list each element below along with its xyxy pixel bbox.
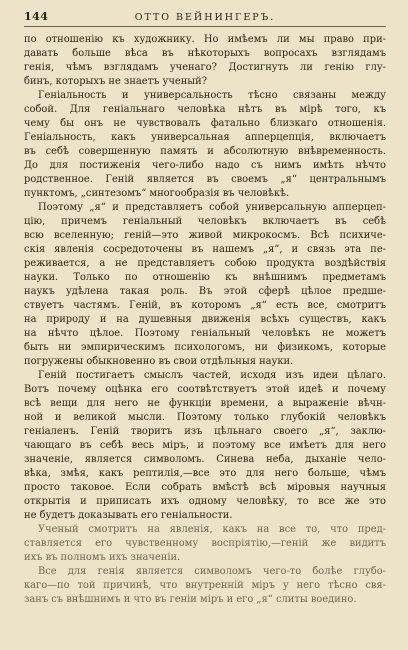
page-number: 144 (24, 10, 49, 23)
text-line: быть ни эмпирическимъ психологомъ, ни физикомъ, которые (24, 342, 386, 353)
text-line: не будетъ доказывать его геніальности. (24, 510, 233, 521)
text-line: Все для генія является символомъ чего-то болѣе глубо- (38, 566, 386, 577)
text-line: скія явленія сосредоточены въ нашемъ „я“, и связь эта пе- (24, 244, 386, 255)
text-line: Поэтому „я“ и представляетъ собой универсальную апперцеп- (38, 202, 386, 213)
text-line: просто таковое. Если собрать вмѣстѣ всѣ міровыя научныя (24, 482, 386, 493)
text-line: пунктомъ, „синтезомъ“ многообразія въ человѣкѣ. (24, 188, 290, 199)
text-line: Ученый смотритъ на явленія, какъ на все то, что пред- (38, 524, 386, 535)
text-line: ствуетъ частямъ. Геній, въ которомъ „я“ есть все, смотритъ (24, 300, 386, 311)
page-header (24, 10, 386, 27)
text-line: ной и великой мысли. Поэтому только глубокій человѣкъ (24, 412, 386, 423)
text-line: Вотъ почему оцѣнка его соотвѣтствуетъ этой идеѣ и почему (24, 384, 386, 395)
text-line: Геніальность, какъ универсальная апперцепція, включаетъ (24, 132, 386, 143)
running-title: ОТТО ВЕЙНИНГЕРЪ. (134, 12, 276, 23)
text-line: цію, причемъ геніальный человѣкъ включаетъ въ себѣ (24, 216, 386, 227)
text-line: родственное. Геній является въ своемъ „я“ центральнымъ (24, 174, 386, 185)
text-line: вѣка, змѣя, какъ рептилія,—все это для него больше, чѣмъ (24, 468, 386, 479)
text-line: погружены обыкновенно въ свои отдѣльныя науки. (24, 356, 294, 367)
text-line: занъ съ внѣшнимъ и что въ геніи міръ и его „я“ слиты воедино. (24, 594, 357, 605)
text-line: Геній постигаетъ смыслъ частей, исходя изъ идеи цѣлаго. (38, 370, 386, 381)
text-line: чающаго въ себѣ весь міръ, и поэтому все имѣетъ для него (24, 440, 386, 451)
text-line: геніаленъ. Геній творитъ изъ цѣльнаго своего „я“, заклю- (24, 426, 386, 437)
text-line: давать больше вѣса въ нѣкоторыхъ вопросахъ взглядамъ (24, 48, 386, 59)
text-line: Геніальность и универсальность тѣсно связаны между (38, 90, 386, 101)
text-line: открытія и приписать ихъ одному человѣку, то все же это (24, 496, 386, 507)
body-text (24, 33, 386, 607)
text-line: каго—по той причинѣ, что внутренній міръ у него тѣсно свя- (24, 580, 386, 591)
text-line: бинъ, которыхъ не знаетъ ученый? (24, 76, 208, 87)
text-line: всѣ вещи для него не функціи времени, а выраженіе вѣчн- (24, 398, 386, 409)
text-line: ихъ въ полномъ ихъ значеніи. (24, 552, 181, 563)
text-line: наукъ удѣлена такая роль. Въ этой сферѣ цѣлое предше- (24, 286, 386, 297)
text-line: на природу и на душевныя движенія всѣхъ существъ, какъ (24, 314, 386, 325)
text-line: ставляется его чувственному воспріятію,—геній же видитъ (24, 538, 386, 549)
text-line: въ себѣ совершенную память и абсолютную внѣвременность. (24, 146, 386, 157)
text-line: на нѣчто цѣлое. Поэтому геніальный человѣкъ не можетъ (24, 328, 386, 339)
text-line: всю вселенную; геній—это живой микрокосмъ. Всѣ психиче- (24, 230, 386, 241)
text-line: науки. Только по отношенію къ внѣшнимъ предметамъ (24, 272, 386, 283)
text-line: значеніе, является символомъ. Синева неба, дыханіе чело- (24, 454, 386, 465)
text-line: чему бы онъ не чувствовалъ фатально близкаго отношенія. (24, 118, 386, 129)
text-line: реживается, а не представляетъ собою продукта воздѣйствія (24, 258, 386, 269)
text-line: генія, чѣмъ взглядамъ ученаго? Достигнуть ли генію глу- (24, 62, 386, 73)
text-line: До для постиженія чего-либо надо съ нимъ имѣть нѣчто (24, 160, 386, 171)
text-line: по отношенію къ художнику. Но имѣемъ ли мы право при- (24, 34, 386, 45)
text-line: собой. Для геніальнаго человѣка нѣтъ въ мірѣ того, къ (24, 104, 386, 115)
